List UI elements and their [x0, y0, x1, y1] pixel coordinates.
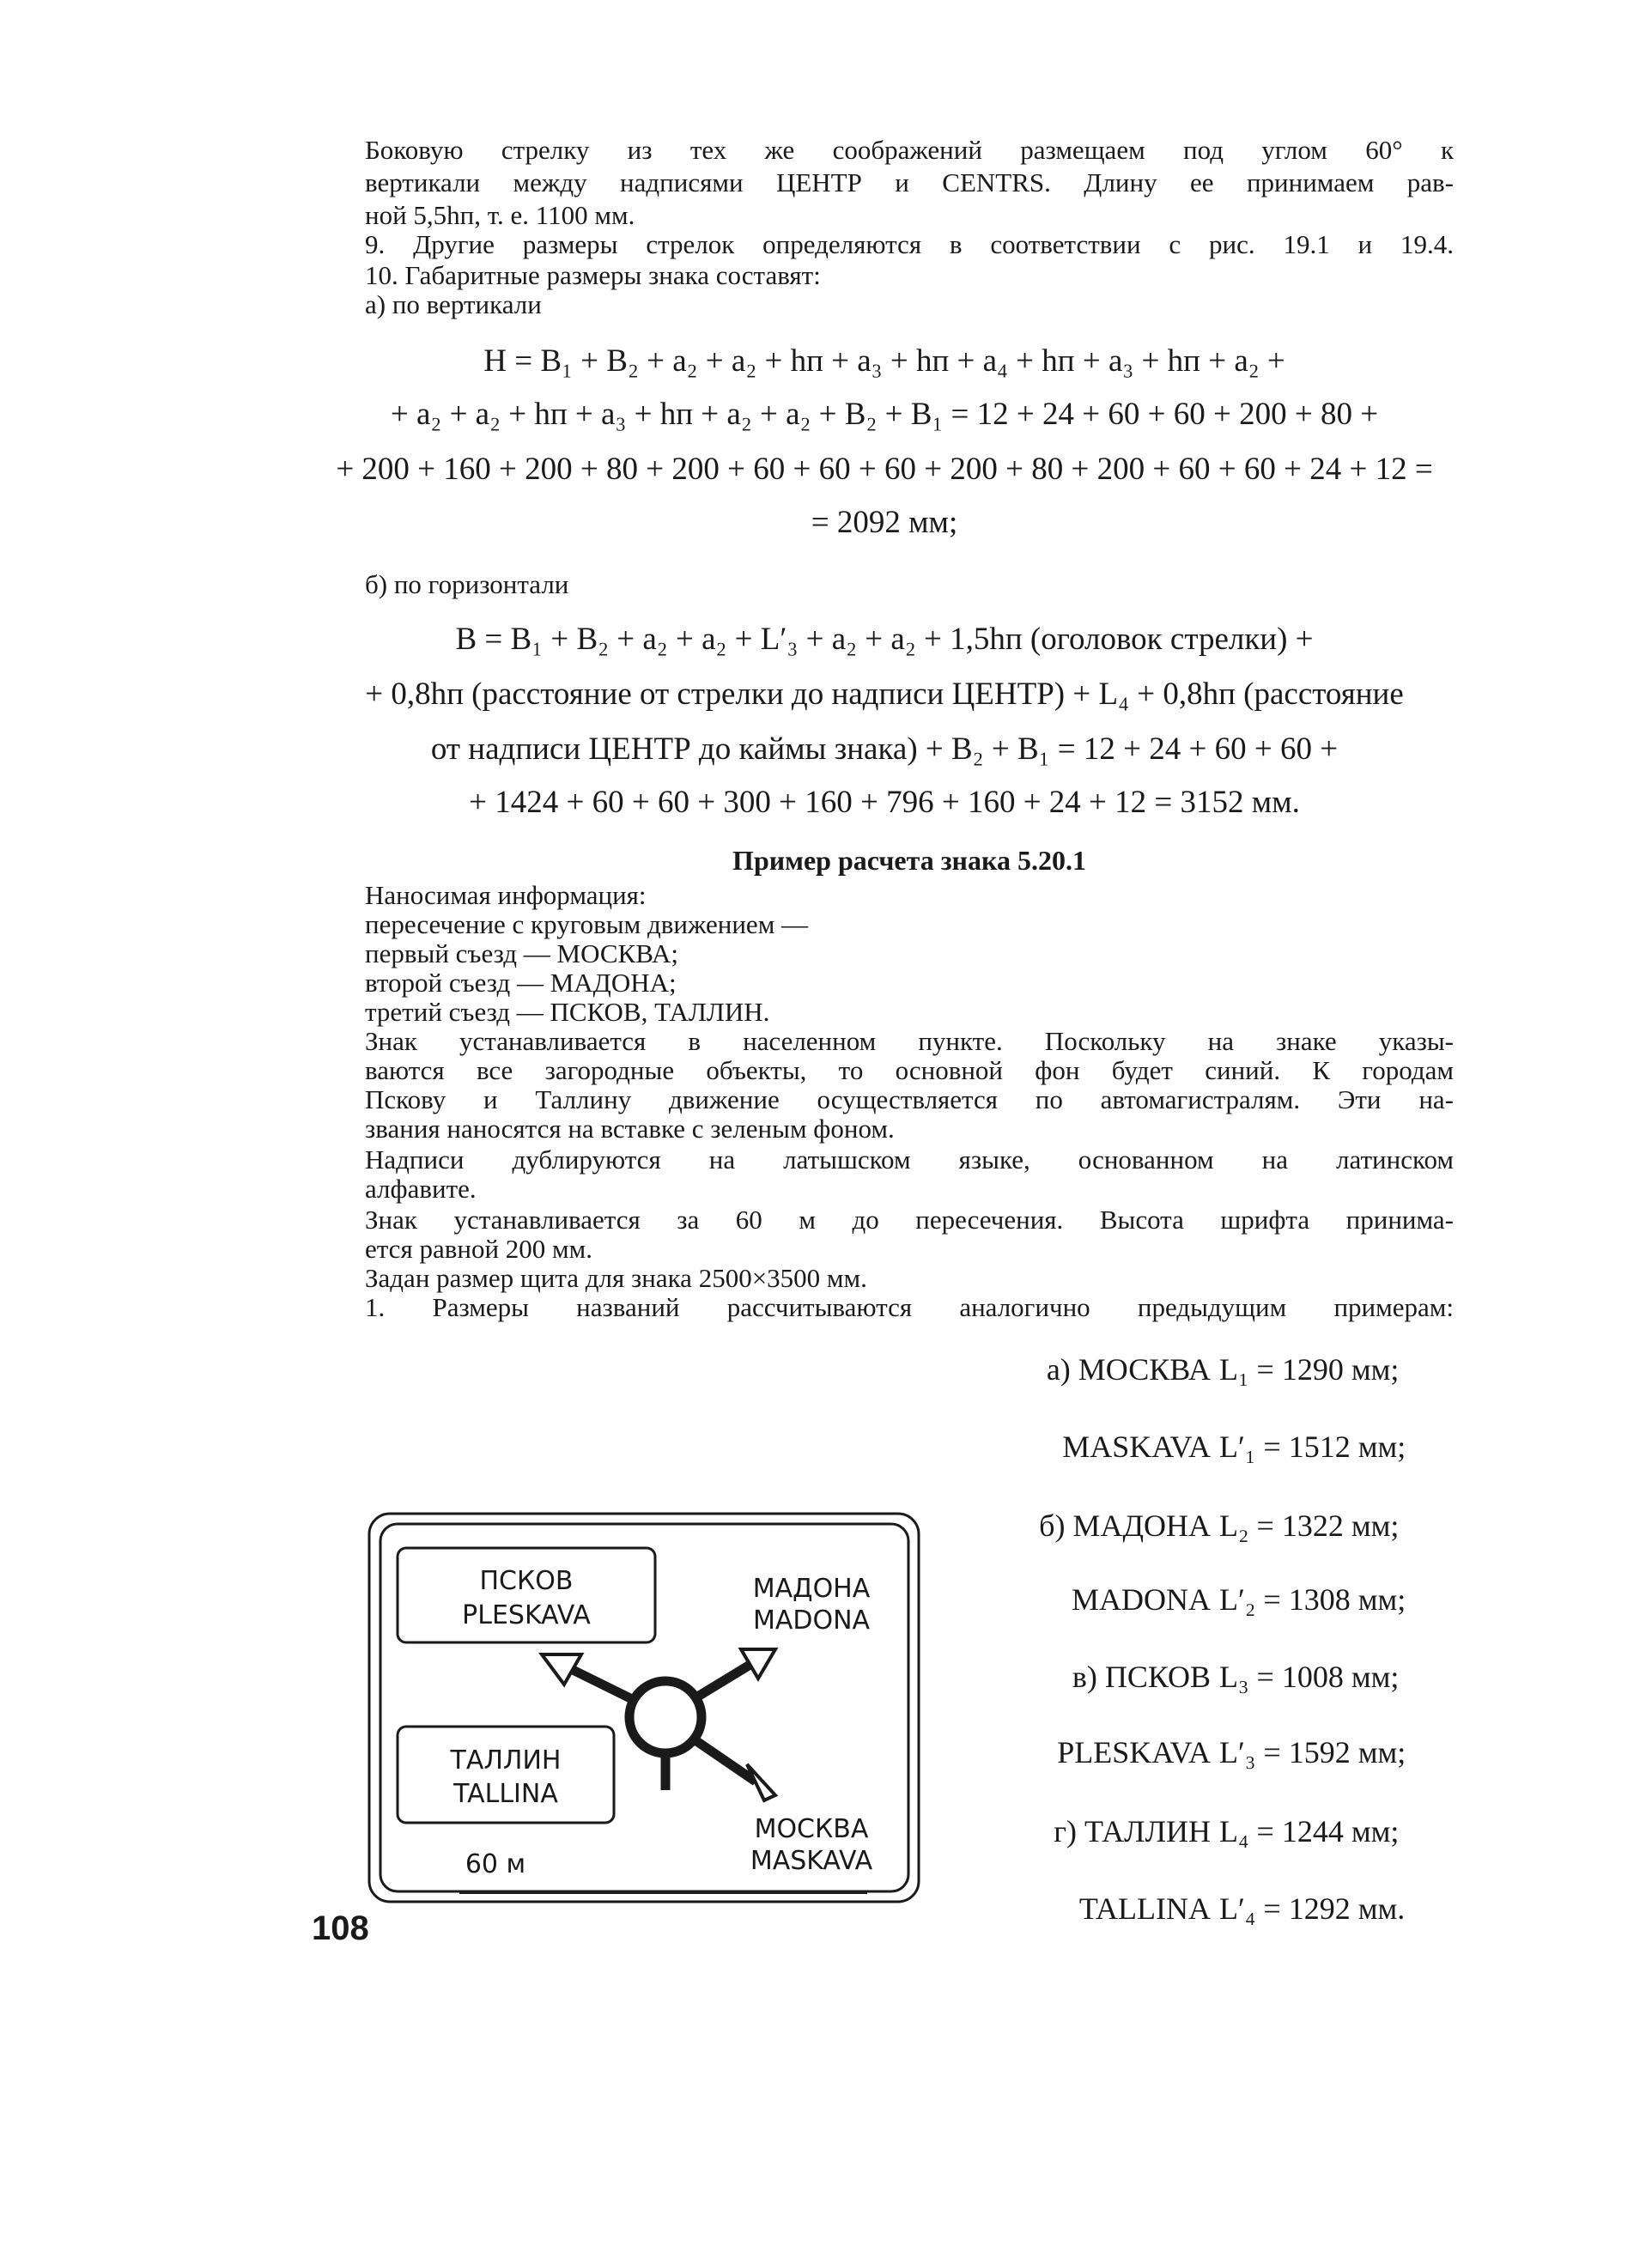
formula-b-line: B = B₁ + B₂ + a₂ + a₂ + L′₃ + a₂ + a₂ + 1,5hп (оголовок стрелки) +	[455, 622, 1314, 657]
text-line: 10. Габаритные размеры знака составят:	[365, 260, 821, 290]
text-line: Задан размер щита для знака 2500×3500 мм.	[365, 1263, 867, 1293]
horizontal-label: б) по горизонтали	[365, 569, 569, 599]
arrow-shaft-left	[564, 1666, 634, 1700]
text-line: 9. Другие размеры стрелок определяются в соответствии с рис. 19.1 и 19.4.	[365, 229, 1454, 259]
text-line: Знак устанавливается за 60 м до пересечения. Высота шрифта принима-	[365, 1205, 1454, 1235]
dimension-value: L₁ = 1290 мм;	[1219, 1352, 1400, 1387]
dimension-row	[970, 1887, 1468, 1930]
dimension-name: MADONA	[1072, 1582, 1211, 1617]
dimension-value: L₂ = 1322 мм;	[1219, 1508, 1400, 1543]
formula-b-line: от надписи ЦЕНТР до каймы знака) + B₂ + B₁ = 12 + 24 + 60 + 60 +	[430, 731, 1339, 767]
road-sign-diagram	[365, 1507, 923, 1910]
text-line: а) по вертикали	[365, 289, 542, 319]
text-line: Боковую стрелку из тех же соображений размещаем под углом 60° к	[365, 135, 1454, 165]
arrow-shaft-down-right	[693, 1739, 756, 1782]
dimension-row	[970, 1655, 1468, 1698]
sign-label-maskava: MASKAVA	[750, 1846, 873, 1876]
formula-b-line: + 0,8hп (расстояние от стрелки до надписи ЦЕНТР) + L₄ + 0,8hп (расстояние	[365, 677, 1404, 712]
dimension-row	[970, 1731, 1468, 1774]
text-line: 1. Размеры названий рассчитываются аналогично предыдущим примерам:	[365, 1292, 1454, 1322]
text-line: Наносимая информация:	[365, 880, 647, 910]
page-number: 108	[312, 1909, 369, 1947]
text-line: ется равной 200 мм.	[365, 1234, 593, 1264]
text-line: первый съезд — МОСКВА;	[365, 938, 678, 968]
dimension-value: L′₁ = 1512 мм;	[1219, 1430, 1406, 1464]
dimension-name: г) ТАЛЛИН	[1054, 1814, 1211, 1848]
dimension-name: в) ПСКОВ	[1072, 1660, 1211, 1694]
text-line: второй съезд — МАДОНА;	[365, 968, 677, 998]
sign-label-tallin: ТАЛЛИН	[450, 1745, 562, 1776]
dimension-value: L′₂ = 1308 мм;	[1219, 1582, 1406, 1617]
sign-label-tallina: TALLINA	[453, 1779, 558, 1809]
dimension-name: TALLINA	[1078, 1891, 1211, 1926]
dimension-value: L₃ = 1008 мм;	[1219, 1660, 1400, 1694]
text-line: ваются все загородные объекты, то основной фон будет синий. К городам	[365, 1055, 1454, 1085]
dimension-value: L′₄ = 1292 мм.	[1219, 1891, 1406, 1926]
sign-label-distance: 60 м	[465, 1849, 526, 1879]
formula-b-line: + 1424 + 60 + 60 + 300 + 160 + 796 + 160 + 24 + 12 = 3152 мм.	[469, 785, 1300, 820]
formula-h-line: H = B₁ + B₂ + a₂ + a₂ + hп + a₃ + hп + a₄ + hп + a₃ + hп + a₂ +	[483, 343, 1285, 379]
text-line: Знак устанавливается в населенном пункте. Поскольку на знаке указы-	[365, 1026, 1454, 1056]
arrow-shaft-up-right	[696, 1661, 756, 1697]
dimension-name: MASKAVA	[1062, 1430, 1211, 1464]
text-line: пересечение с круговым движением —	[365, 909, 809, 939]
text-line: Пскову и Таллину движение осуществляется по автомагистралям. Эти на-	[365, 1084, 1454, 1114]
sign-label-pleskava: PLESKAVA	[462, 1600, 591, 1630]
formula-h-line: + a₂ + a₂ + hп + a₃ + hп + a₂ + a₂ + B₂ + B₁ = 12 + 24 + 60 + 60 + 200 + 80 +	[390, 397, 1379, 432]
text-line: звания наносятся на вставке с зеленым фоном.	[365, 1114, 895, 1144]
example-title: Пример расчета знака 5.20.1	[732, 845, 1086, 876]
dimension-value: L₄ = 1244 мм;	[1219, 1814, 1400, 1848]
dimension-name: б) МАДОНА	[1039, 1508, 1211, 1543]
dimension-row	[970, 1810, 1468, 1853]
formula-h-result: = 2092 мм;	[811, 505, 958, 540]
sign-label-pskov: ПСКОВ	[479, 1566, 574, 1596]
text-line: вертикали между надписями ЦЕНТР и CENTRS. Длину ее принимаем рав-	[365, 167, 1454, 197]
sign-label-moskva: МОСКВА	[754, 1814, 869, 1844]
dimension-row	[970, 1578, 1468, 1621]
dimension-value: L′₃ = 1592 мм;	[1219, 1735, 1406, 1769]
text-line: ной 5,5hп, т. е. 1100 мм.	[365, 200, 635, 230]
sign-label-madona-ru: МАДОНА	[752, 1574, 871, 1604]
dimension-row	[970, 1504, 1468, 1547]
dimension-row	[970, 1348, 1468, 1391]
text-line: алфавите.	[365, 1174, 477, 1204]
dimension-name: а) МОСКВА	[1046, 1352, 1211, 1387]
dimension-name: PLESKAVA	[1057, 1735, 1211, 1769]
formula-h-line: + 200 + 160 + 200 + 80 + 200 + 60 + 60 + 60 + 200 + 80 + 200 + 60 + 60 + 24 + 12 =	[336, 452, 1433, 487]
text-line: Надписи дублируются на латышском языке, основанном на латинском	[365, 1144, 1454, 1175]
sign-label-madona-lv: MADONA	[752, 1606, 871, 1636]
dimension-row	[970, 1425, 1468, 1468]
text-line: третий съезд — ПСКОВ, ТАЛЛИН.	[365, 997, 770, 1027]
